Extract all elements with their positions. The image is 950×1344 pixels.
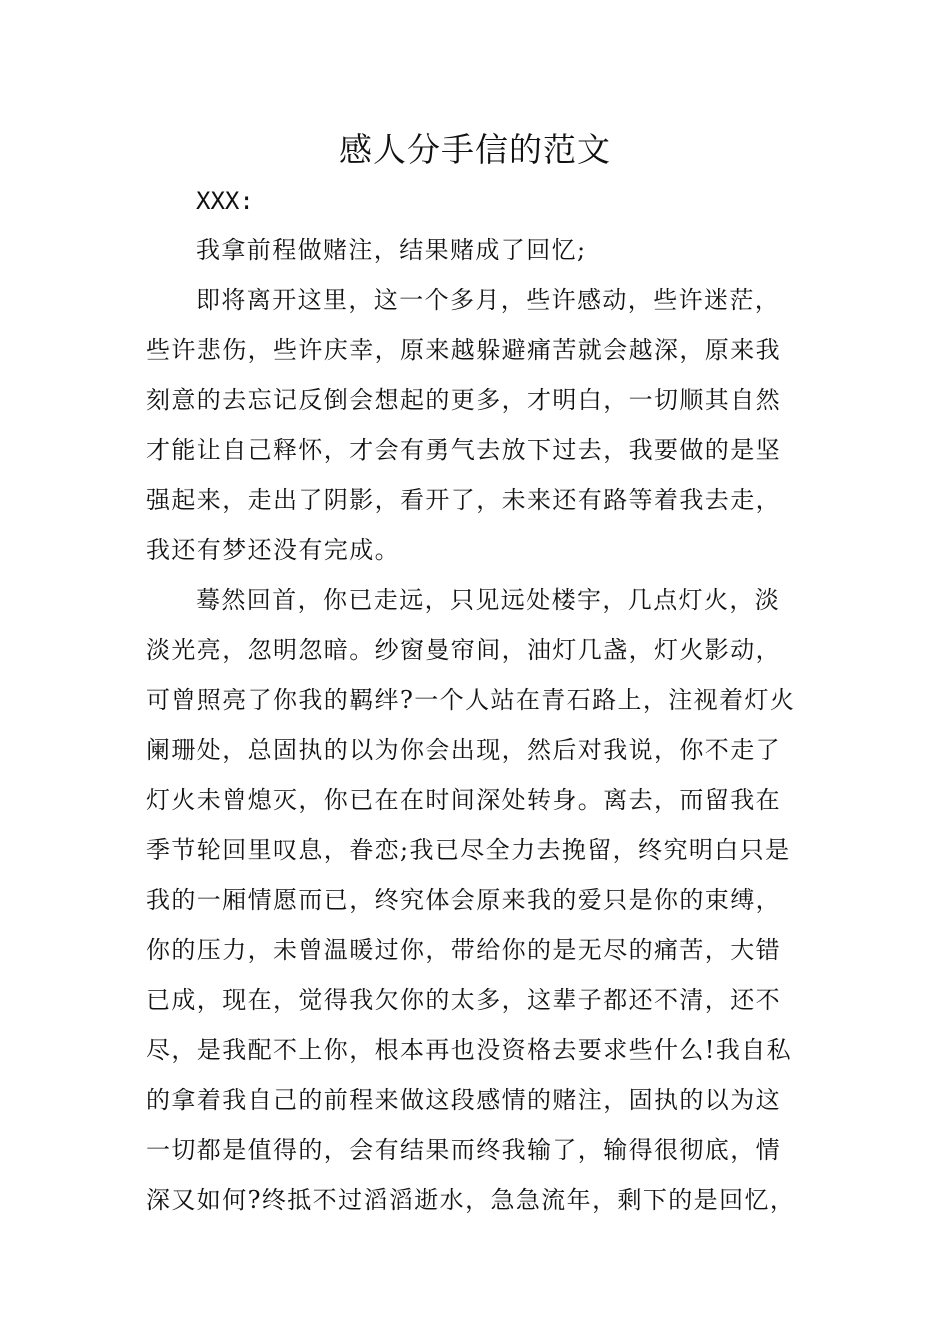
text-line: 刻意的去忘记反倒会想起的更多，才明白，一切顺其自然	[146, 386, 781, 414]
salutation: XXX:	[196, 187, 254, 215]
text-line: 些许悲伤，些许庆幸，原来越躲避痛苦就会越深，原来我	[146, 336, 781, 364]
text-line: 可曾照亮了你我的羁绊?一个人站在青石路上，注视着灯火	[146, 686, 796, 714]
text-line: 我的一厢情愿而已，终究体会原来我的爱只是你的束缚，	[146, 886, 781, 914]
text-line: 深又如何?终抵不过滔滔逝水，急急流年，剩下的是回忆，	[146, 1186, 796, 1214]
text-line: 阑珊处，总固执的以为你会出现，然后对我说，你不走了	[146, 736, 781, 764]
text-line: 你的压力，未曾温暖过你，带给你的是无尽的痛苦，大错	[146, 936, 781, 964]
text-line: 才能让自己释怀，才会有勇气去放下过去，我要做的是坚	[146, 436, 781, 464]
text-line: 即将离开这里，这一个多月，些许感动，些许迷茫，	[196, 286, 781, 314]
text-line: 强起来，走出了阴影，看开了，未来还有路等着我去走，	[146, 486, 781, 514]
document-title: 感人分手信的范文	[339, 130, 611, 169]
text-line: 一切都是值得的，会有结果而终我输了，输得很彻底，情	[146, 1136, 781, 1164]
text-line: 尽，是我配不上你，根本再也没资格去要求些什么!我自私	[146, 1036, 793, 1064]
text-line: 蓦然回首，你已走远，只见远处楼宇，几点灯火，淡	[196, 586, 781, 614]
text-line: 我拿前程做赌注，结果赌成了回忆;	[196, 236, 587, 264]
text-line: 灯火未曾熄灭，你已在在时间深处转身。离去，而留我在	[146, 786, 781, 814]
text-line: 淡光亮，忽明忽暗。纱窗曼帘间，油灯几盏，灯火影动，	[146, 636, 781, 664]
text-line: 季节轮回里叹息，眷恋;我已尽全力去挽留，终究明白只是	[146, 836, 791, 864]
text-line: 的拿着我自己的前程来做这段感情的赌注，固执的以为这	[146, 1086, 781, 1114]
text-line: 我还有梦还没有完成。	[146, 536, 400, 564]
text-line: 已成，现在，觉得我欠你的太多，这辈子都还不清，还不	[146, 986, 781, 1014]
